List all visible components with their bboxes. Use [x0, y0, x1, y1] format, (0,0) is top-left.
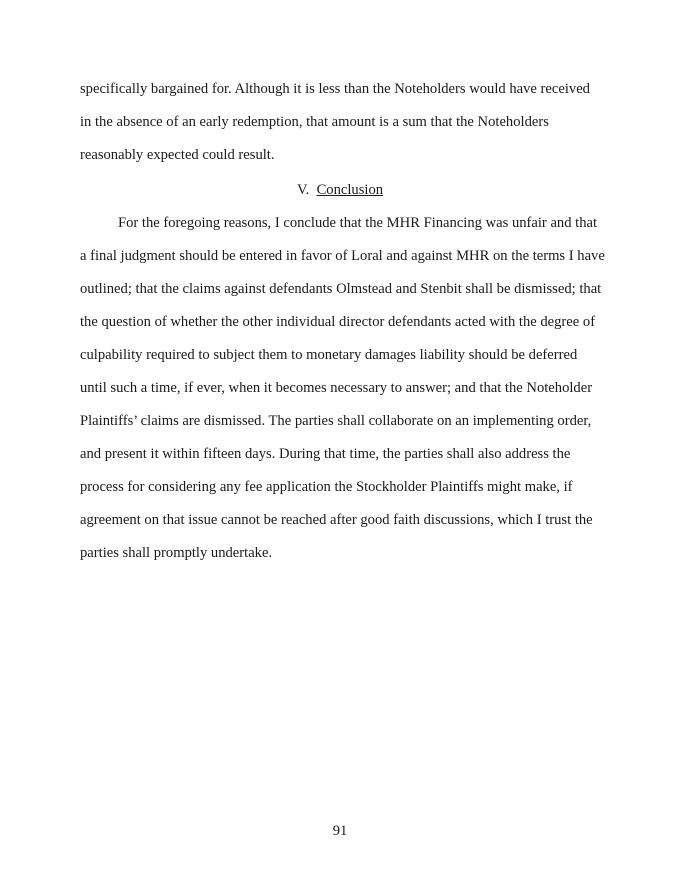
text-line: and present it within fifteen days. During that time, the parties shall also address the	[80, 446, 571, 462]
text-line: reasonably expected could result.	[80, 147, 275, 163]
text-line: agreement on that issue cannot be reached after good faith discussions, which I trust the	[80, 512, 593, 528]
text-line: outlined; that the claims against defendants Olmstead and Stenbit shall be dismissed; that	[80, 281, 602, 297]
text-line: until such a time, if ever, when it becomes necessary to answer; and that the Noteholder	[80, 380, 593, 396]
text-line: a final judgment should be entered in favor of Loral and against MHR on the terms I have	[80, 248, 605, 264]
text-line: culpability required to subject them to monetary damages liability should be deferred	[80, 347, 578, 363]
text-line: parties shall promptly undertake.	[80, 545, 273, 561]
text-line: process for considering any fee application the Stockholder Plaintiffs might make, if	[80, 479, 573, 495]
text-line: specifically bargained for. Although it is less than the Noteholders would have received	[80, 81, 590, 97]
text-line: Plaintiffs’ claims are dismissed. The parties shall collaborate on an implementing order,	[80, 413, 592, 429]
section-number: V.	[296, 182, 310, 198]
page-number: 91	[332, 823, 348, 839]
section-heading	[0, 181, 680, 199]
text-line: For the foregoing reasons, I conclude that the MHR Financing was unfair and that	[118, 215, 598, 231]
text-line: in the absence of an early redemption, that amount is a sum that the Noteholders	[80, 114, 549, 130]
section-title: Conclusion	[316, 182, 384, 198]
text-line: the question of whether the other individual director defendants acted with the degree of	[80, 314, 596, 330]
